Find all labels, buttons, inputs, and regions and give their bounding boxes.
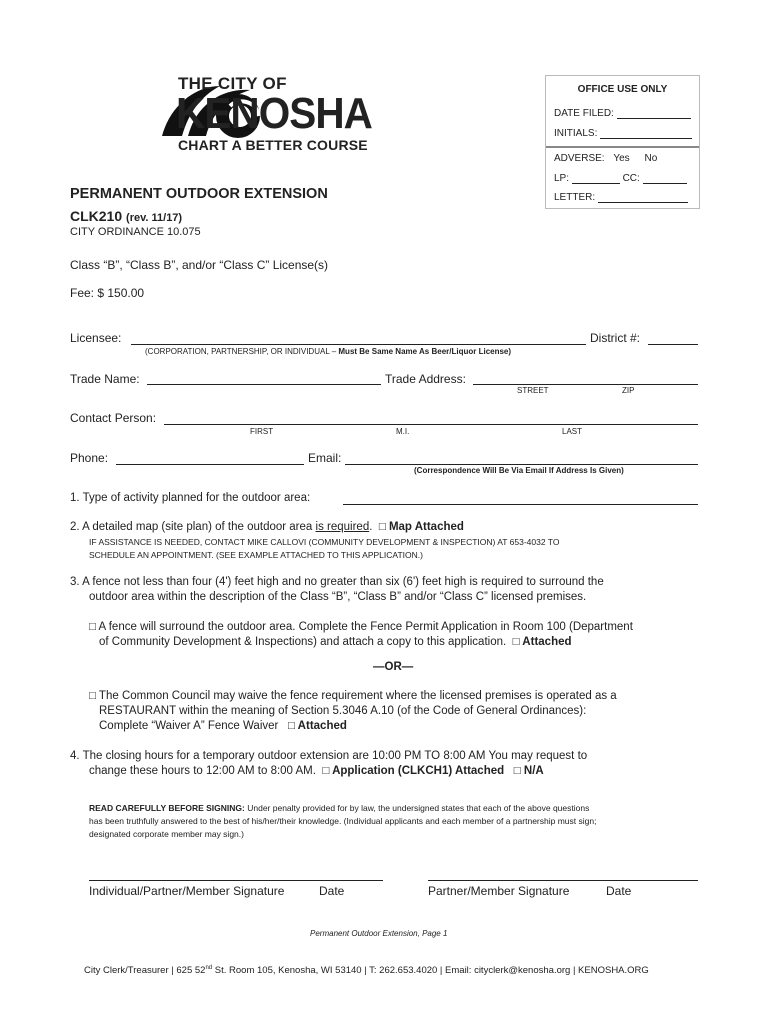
application-attached-checkbox[interactable]: □ Application (CLKCH1) Attached bbox=[322, 765, 505, 777]
license-classes: Class “B”, “Class B”, and/or “Class C” License(s) bbox=[70, 258, 329, 272]
licensee-note-bold: Must Be Same Name As Beer/Liquor License) bbox=[338, 347, 512, 356]
email-label: Email: bbox=[308, 451, 342, 465]
footer-contact bbox=[84, 965, 649, 976]
lp-cc-row bbox=[554, 173, 687, 184]
form-title: PERMANENT OUTDOOR EXTENSION bbox=[70, 186, 328, 202]
cc-label: CC: bbox=[622, 173, 640, 184]
adverse-no[interactable]: No bbox=[644, 153, 658, 164]
signature-1-label: Individual/Partner/Member Signature bbox=[89, 884, 285, 898]
question-3-line-2: outdoor area within the description of the Class “B”, “Class B” and/or “Class C” licensed premises. bbox=[89, 591, 587, 603]
question-2-text: 2. A detailed map (site plan) of the outdoor area bbox=[70, 521, 313, 533]
zip-caption: ZIP bbox=[622, 386, 635, 395]
waiver-option-text: Complete “Waiver A” Fence Waiver bbox=[99, 720, 279, 732]
initials-row bbox=[554, 128, 692, 139]
question-2-note-1: IF ASSISTANCE IS NEEDED, CONTACT MIKE CALLOVI (COMMUNITY DEVELOPMENT & INSPECTION) AT 653-4032 TO bbox=[89, 537, 560, 547]
signing-notice-heading: READ CAREFULLY BEFORE SIGNING: bbox=[89, 803, 245, 813]
signing-notice-text-2: has been truthfully answered to the best of his/her/their knowledge. (Individual applicants and each member of a partnership must sign; bbox=[89, 816, 597, 826]
email-note: (Correspondence Will Be Via Email If Address Is Given) bbox=[414, 466, 624, 475]
city-ordinance: CITY ORDINANCE 10.075 bbox=[70, 226, 201, 238]
mi-caption: M.I. bbox=[396, 427, 410, 436]
map-attached-checkbox[interactable]: □ Map Attached bbox=[378, 521, 464, 533]
question-4-line-2 bbox=[89, 764, 544, 779]
date-1-label: Date bbox=[319, 884, 345, 898]
not-applicable-checkbox[interactable]: □ N/A bbox=[513, 765, 544, 777]
letter-row bbox=[554, 192, 688, 203]
first-caption: FIRST bbox=[250, 427, 274, 436]
fee: Fee: $ 150.00 bbox=[70, 286, 145, 300]
initials-label: INITIALS: bbox=[554, 128, 598, 139]
phone-label: Phone: bbox=[70, 451, 109, 465]
district-field[interactable] bbox=[648, 344, 698, 345]
activity-field[interactable] bbox=[343, 504, 698, 505]
signature-2-label: Partner/Member Signature bbox=[428, 884, 570, 898]
signing-notice-text-3: designated corporate member may sign.) bbox=[89, 829, 244, 839]
fence-option-line-1[interactable]: □ A fence will surround the outdoor area. Complete the Fence Permit Application in Room 100 (Department bbox=[89, 621, 633, 633]
logo-line1: THE CITY OF bbox=[178, 74, 287, 93]
form-code bbox=[70, 208, 182, 224]
street-caption: STREET bbox=[517, 386, 549, 395]
waiver-attached-checkbox[interactable]: □ Attached bbox=[287, 720, 347, 732]
trade-address-label: Trade Address: bbox=[385, 372, 466, 386]
waiver-option-line-2: RESTAURANT within the meaning of Section 5.3046 A.10 (of the Code of General Ordinances): bbox=[99, 705, 587, 717]
fence-option-line-2 bbox=[99, 635, 572, 650]
question-3-line-1: 3. A fence not less than four (4') feet high and no greater than six (6') feet high is required to surround the bbox=[70, 576, 604, 588]
cc-field[interactable] bbox=[643, 183, 687, 184]
last-caption: LAST bbox=[562, 427, 583, 436]
form-code-text: CLK210 bbox=[70, 208, 123, 224]
licensee-note bbox=[145, 347, 511, 356]
date-filed-row bbox=[554, 108, 691, 119]
licensee-label: Licensee: bbox=[70, 331, 122, 345]
signature-2-line[interactable] bbox=[428, 880, 698, 881]
trade-name-label: Trade Name: bbox=[70, 372, 140, 386]
licensee-note-text: (CORPORATION, PARTNERSHIP, OR INDIVIDUAL – bbox=[145, 347, 337, 356]
signing-notice-text-1: Under penalty provided for by law, the undersigned states that each of the above questions bbox=[244, 803, 590, 813]
email-field[interactable] bbox=[345, 464, 698, 465]
question-4-text: change these hours to 12:00 AM to 8:00 AM. bbox=[89, 765, 316, 777]
question-2-note-2: SCHEDULE AN APPOINTMENT. (SEE EXAMPLE ATTACHED TO THIS APPLICATION.) bbox=[89, 550, 423, 560]
waiver-option-line-1[interactable]: □ The Common Council may waive the fence requirement where the licensed premises is operated as a bbox=[89, 690, 617, 702]
letter-field[interactable] bbox=[598, 202, 688, 203]
adverse-yes[interactable]: Yes bbox=[613, 153, 630, 164]
date-2-label: Date bbox=[606, 884, 632, 898]
signing-notice bbox=[89, 802, 699, 815]
initials-field[interactable] bbox=[600, 138, 692, 139]
footer-address-post: St. Room 105, Kenosha, WI 53140 | T: 262.653.4020 | Email: cityclerk@kenosha.org | KENOSHA.ORG bbox=[212, 965, 649, 977]
form-revision: (rev. 11/17) bbox=[126, 212, 183, 224]
question-2-end: . bbox=[369, 521, 373, 533]
fence-option-text: of Community Development & Inspections) and attach a copy to this application. bbox=[99, 636, 507, 648]
lp-field[interactable] bbox=[572, 183, 620, 184]
or-divider: —OR— bbox=[373, 661, 414, 673]
adverse-label: ADVERSE: bbox=[554, 153, 605, 164]
contact-person-label: Contact Person: bbox=[70, 411, 157, 425]
question-4-line-1: 4. The closing hours for a temporary outdoor extension are 10:00 PM TO 8:00 AM You may request to bbox=[70, 750, 588, 762]
office-use-header: OFFICE USE ONLY bbox=[577, 84, 668, 95]
question-1: 1. Type of activity planned for the outdoor area: bbox=[70, 492, 311, 504]
footer-address-sup: nd bbox=[205, 965, 213, 971]
date-filed-label: DATE FILED: bbox=[554, 108, 614, 119]
district-label: District #: bbox=[590, 331, 641, 345]
contact-person-field[interactable] bbox=[164, 424, 698, 425]
footer-address-pre: City Clerk/Treasurer | 625 52 bbox=[84, 965, 206, 977]
adverse-row bbox=[554, 153, 657, 164]
lp-label: LP: bbox=[554, 173, 570, 184]
logo-line3: CHART A BETTER COURSE bbox=[178, 137, 368, 153]
letter-label: LETTER: bbox=[554, 192, 596, 203]
date-filed-field[interactable] bbox=[617, 118, 691, 119]
page-label: Permanent Outdoor Extension, Page 1 bbox=[310, 929, 448, 938]
question-2-required: is required bbox=[315, 521, 370, 533]
licensee-field[interactable] bbox=[131, 344, 586, 345]
trade-address-field[interactable] bbox=[473, 384, 698, 385]
phone-field[interactable] bbox=[116, 464, 304, 465]
office-divider bbox=[546, 146, 699, 148]
question-2 bbox=[70, 520, 464, 535]
signature-1-line[interactable] bbox=[89, 880, 383, 881]
logo-line2: KENOSHA bbox=[176, 89, 372, 138]
fence-attached-checkbox[interactable]: □ Attached bbox=[512, 636, 572, 648]
trade-name-field[interactable] bbox=[147, 384, 381, 385]
office-use-box bbox=[545, 75, 700, 209]
waiver-option-line-3 bbox=[99, 719, 347, 734]
